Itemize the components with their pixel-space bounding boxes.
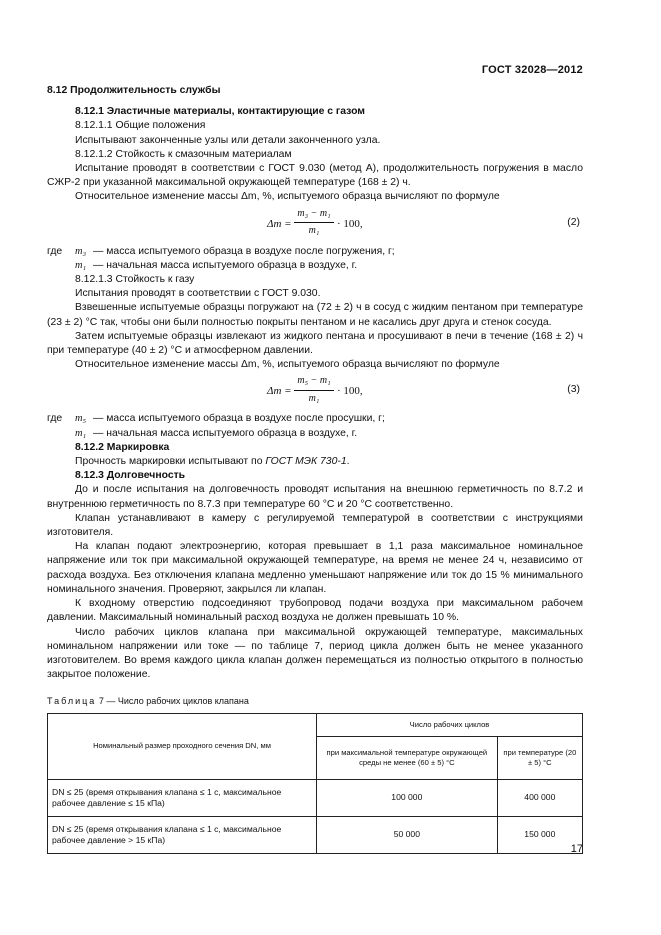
subsection-8-12-1-2: 8.12.1.2 Стойкость к смазочным материалам: [75, 148, 292, 160]
paragraph: Число рабочих циклов клапана при максимальной окружающей температуре, максимальных номинальном напряжении или токе — по таблице 7, период цикла должен быть не менее указанного изготовителем. Во время каждого цикла клапан должен перемещаться из полностью открытого в полностью закрытое положение.: [47, 626, 583, 681]
standard-reference: ГОСТ МЭК 730-1: [265, 456, 347, 468]
table-row: [48, 816, 583, 853]
cell-max-temp: 50 000: [317, 816, 498, 853]
page-number: 17: [570, 843, 583, 855]
cell-condition: DN ≤ 25 (время открывания клапана ≤ 1 с, максимальное рабочее давление ≤ 15 кПа): [48, 779, 317, 816]
paragraph: Испытание проводят в соответствии с ГОСТ 9.030 (метод А), продолжительность погружения в масло СЖР-2 при указанной максимальной окружающей температуре (168 ± 2) ч.: [47, 163, 583, 189]
cell-max-temp: 100 000: [317, 779, 498, 816]
paragraph: До и после испытания на долговечность проводят испытания на внешнюю герметичность по 8.7.2 и внутреннюю герметичность по 8.7.3 при температуре 60 °С и 20 °С соответственно.: [47, 484, 583, 510]
page-content: [47, 84, 583, 854]
subsection-8-12-1-3: 8.12.1.3 Стойкость к газу: [75, 274, 195, 286]
paragraph: Испытания проводят в соответствии с ГОСТ 9.030.: [75, 288, 321, 300]
paragraph: Затем испытуемые образцы извлекают из жидкого пентана и просушивают в печи в течение (168 ± 2) ч при температуре (40 ± 2) °С и атмосферном давлении.: [47, 330, 583, 357]
formula-2: Δm = $\frac{\text{m₃ − m₁}}{\text{m₁}}$ · 100, (2): [47, 205, 583, 245]
header-max-temp: при максимальной температуре окружающей среды не менее (60 ± 5) °С: [317, 736, 498, 779]
paragraph: Взвешенные испытуемые образцы погружают на (72 ± 2) ч в сосуд с жидким пентаном при температуре (23 ± 2) °С так, чтобы они были полностью покрыты пентаном и не касались друг друга и стенок сосуда.: [47, 302, 583, 328]
definition-row: где m₅ — масса испытуемого образца в воздухе после просушки, г;: [47, 413, 385, 425]
formula-number: (2): [567, 216, 580, 228]
header-nominal-size: Номинальный размер проходного сечения DN, мм: [48, 713, 317, 779]
fraction: $\frac{\text{m₃ − m₁}}{\text{m₁}}$: [294, 207, 334, 238]
table-row: [48, 779, 583, 816]
formula-3: Δm = $\frac{\text{m₅ − m₁}}{\text{m₁}}$ · 100, (3): [47, 372, 583, 412]
paragraph: На клапан подают электроэнергию, которая превышает в 1,1 раза максимальное номинальное напряжение или ток при максимальной окружающей температуре, на время не менее 24 ч, независимо от расхода воздуха. Без отключения клапана медленно уменьшают напряжение или ток до 15 % минимального номинального значения. Проверяют, закрылся ли клапан.: [47, 541, 583, 595]
definition-row: где m₃ — масса испытуемого образца в воздухе после погружения, г;: [47, 245, 395, 257]
fraction: $\frac{\text{m₅ − m₁}}{\text{m₁}}$: [294, 374, 334, 405]
paragraph: Относительное изменение массы Δm, %, испытуемого образца вычисляют по формуле: [75, 191, 500, 203]
cell-temp: 150 000: [497, 816, 582, 853]
header-cycles: Число рабочих циклов: [317, 713, 583, 736]
header-temp: при температуре (20 ± 5) °С: [497, 736, 582, 779]
cell-temp: 400 000: [497, 779, 582, 816]
table-caption: Таблица 7 — Число рабочих циклов клапана: [47, 696, 249, 707]
subsection-8-12-2: 8.12.2 Маркировка: [75, 441, 170, 453]
paragraph: Относительное изменение массы Δm, %, испытуемого образца вычисляют по формуле: [75, 359, 500, 371]
subsection-8-12-1-1: 8.12.1.1 Общие положения: [75, 120, 206, 132]
section-heading: 8.12 Продолжительность службы: [47, 85, 221, 96]
subsection-8-12-1: 8.12.1 Эластичные материалы, контактирующие с газом: [75, 106, 365, 118]
formula-number: (3): [567, 384, 580, 396]
definition-row: m₁ — начальная масса испытуемого образца в воздухе, г.: [75, 259, 358, 271]
standard-code: ГОСТ 32028—2012: [481, 64, 583, 76]
cell-condition: DN ≤ 25 (время открывания клапана ≤ 1 с, максимальное рабочее давление > 15 кПа): [48, 816, 317, 853]
paragraph: Испытывают законченные узлы или детали законченного узла.: [75, 134, 381, 146]
subsection-8-12-3: 8.12.3 Долговечность: [75, 470, 186, 482]
definition-row: m₁ — начальная масса испытуемого образца в воздухе, г.: [75, 427, 358, 439]
cycles-table: [47, 713, 583, 854]
paragraph: К входному отверстию подсоединяют трубопровод подачи воздуха при максимальном рабочем давлении. Максимальный номинальный расход воздуха не должен превышать 10 %.: [47, 598, 583, 624]
paragraph: Прочность маркировки испытывают по ГОСТ МЭК 730-1.: [75, 456, 350, 468]
paragraph: Клапан устанавливают в камеру с регулируемой температурой в соответствии с инструкциями изготовителя.: [47, 512, 583, 539]
